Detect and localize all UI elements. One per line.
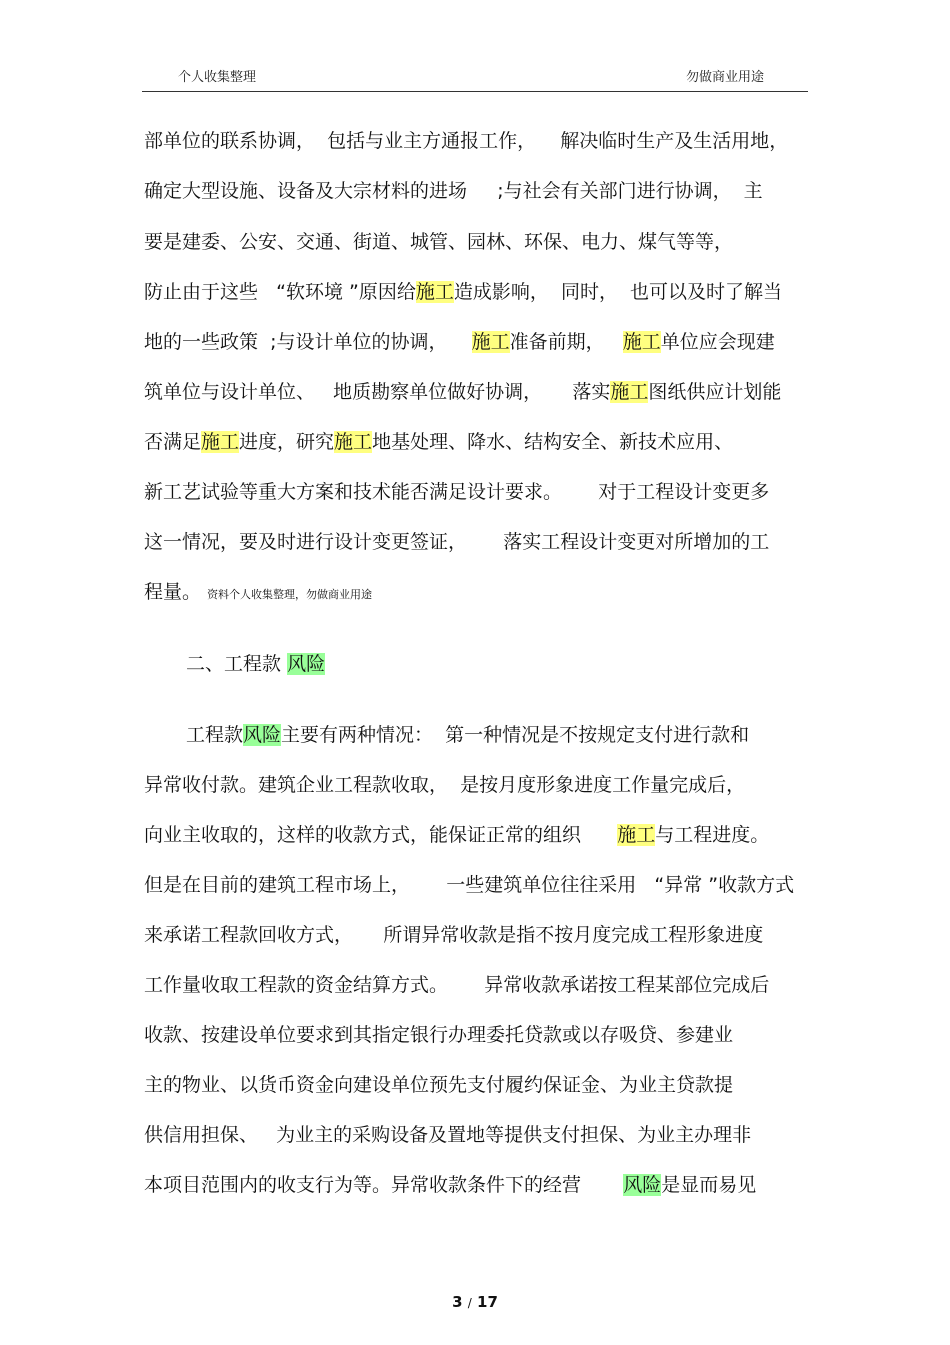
highlight-term: 施工 [201, 431, 240, 453]
page-number [0, 1293, 950, 1311]
text-span: 单位应会现建 [660, 331, 775, 353]
text-line [144, 1172, 756, 1198]
text-span: 地的一些政策 ;与设计单位的协调， [144, 331, 472, 353]
text-span: 本项目范围内的收支行为等。异常收款条件下的经营 [144, 1174, 624, 1196]
text-line: 要是建委、公安、交通、街道、城管、园林、环保、电力、煤气等等， [144, 231, 734, 253]
page-separator: / [467, 1296, 472, 1310]
header-right-text: 勿做商业用途 [685, 70, 764, 85]
text-span: 防止由于这些 “软环境 ”原因给 [144, 281, 416, 303]
text-line [144, 329, 775, 355]
highlight-term: 风险 [287, 653, 326, 675]
header-left-text: 个人收集整理 [178, 70, 257, 85]
text-line: 这一情况，要及时进行设计变更签证， 落实工程设计变更对所增加的工 [144, 531, 770, 553]
page-total: 17 [477, 1293, 498, 1311]
highlight-term: 风险 [623, 1174, 662, 1196]
text-line: 供信用担保、 为业主的采购设备及置地等提供支付担保、为业主办理非 [144, 1124, 752, 1146]
text-span: 主要有两种情况： 第一种情况是不按规定支付进行款和 [281, 724, 750, 746]
highlight-term: 施工 [622, 331, 661, 353]
text-span: 向业主收取的，这样的收款方式，能保证正常的组织 [144, 824, 618, 846]
header-rule [142, 91, 808, 92]
text-span: 与工程进度。 [655, 824, 770, 846]
text-line: 工作量收取工程款的资金结算方式。 异常收款承诺按工程某部位完成后 [144, 974, 770, 996]
text-span: 造成影响， 同时， 也可以及时了解当 [453, 281, 783, 303]
text-span: 地基处理、降水、结构安全、新技术应用、 [372, 431, 734, 453]
text-span: 工程款 [186, 724, 244, 746]
highlight-term: 施工 [617, 824, 656, 846]
text-span: 准备前期， [509, 331, 623, 353]
text-span: 图纸供应计划能 [648, 381, 782, 403]
text-line: 异常收付款。建筑企业工程款收取， 是按月度形象进度工作量完成后， [144, 774, 746, 796]
text-span: 筑单位与设计单位、 地质勘察单位做好协调， 落实 [144, 381, 611, 403]
highlight-term: 施工 [610, 381, 649, 403]
watermark-note: 资料个人收集整理，勿做商业用途 [207, 588, 373, 601]
text-span: 程量。 [144, 581, 202, 603]
text-line: 收款、按建设单位要求到其指定银行办理委托贷款或以存吸贷、参建业 [144, 1024, 734, 1046]
section-heading [186, 651, 325, 677]
text-line: 部单位的联系协调， 包括与业主方通报工作， 解决临时生产及生活用地， [144, 130, 789, 152]
highlight-term: 施工 [471, 331, 510, 353]
text-line [144, 429, 733, 455]
text-line [144, 579, 372, 608]
text-line: 主的物业、以货币资金向建设单位预先支付履约保证金、为业主贷款提 [144, 1074, 734, 1096]
text-span: 是显而易见 [661, 1174, 757, 1196]
text-line [186, 722, 749, 748]
text-line [144, 379, 781, 405]
text-line [144, 822, 769, 848]
text-line: 但是在目前的建筑工程市场上， 一些建筑单位往往采用 “异常 ”收款方式 [144, 874, 795, 896]
text-span: 否满足 [144, 431, 202, 453]
text-line [144, 279, 782, 305]
highlight-term: 施工 [415, 281, 454, 303]
page-current: 3 [452, 1293, 463, 1311]
text-span: 二、工程款 [186, 653, 282, 675]
text-line: 新工艺试验等重大方案和技术能否满足设计要求。 对于工程设计变更多 [144, 481, 770, 503]
text-span: 进度，研究 [239, 431, 335, 453]
highlight-term: 风险 [243, 724, 282, 746]
text-line: 确定大型设施、设备及大宗材料的进场 ;与社会有关部门进行协调， 主 [144, 180, 763, 202]
highlight-term: 施工 [334, 431, 373, 453]
text-line: 来承诺工程款回收方式， 所谓异常收款是指不按月度完成工程形象进度 [144, 924, 764, 946]
